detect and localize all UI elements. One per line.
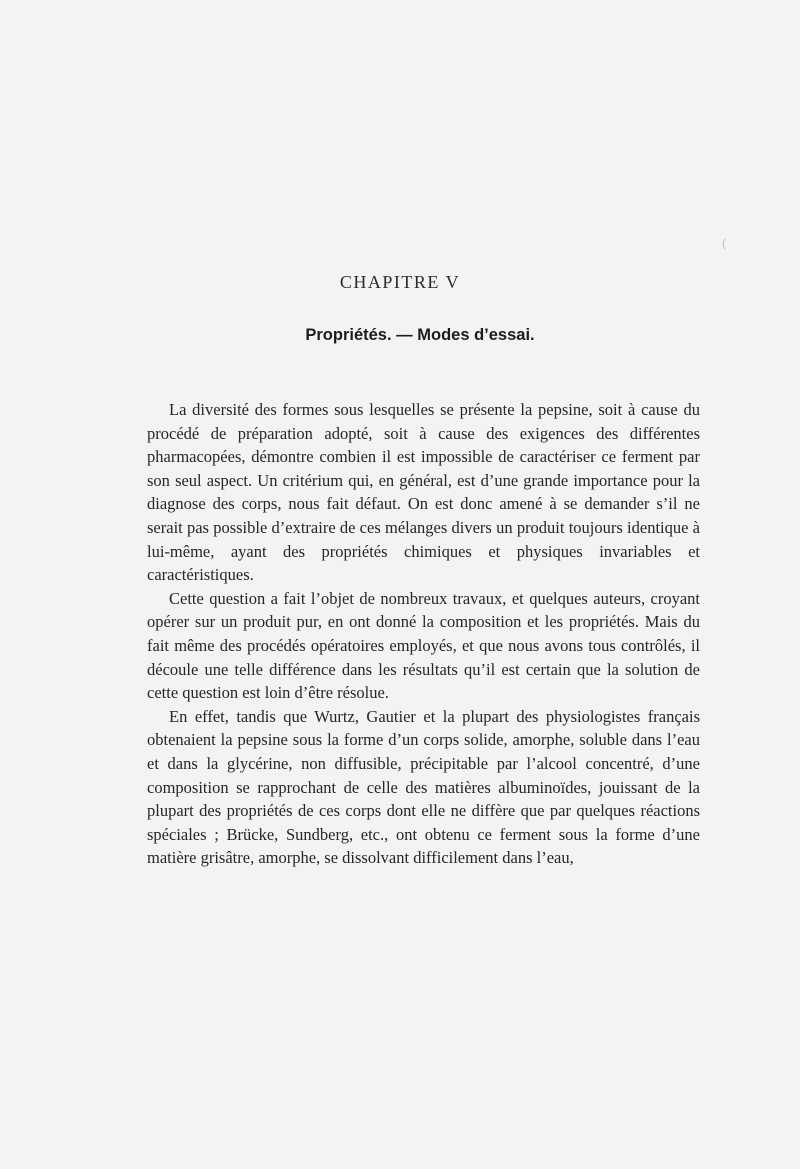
section-title: Propriétés. — Modes d’essai. bbox=[305, 326, 535, 344]
margin-mark: ( bbox=[722, 236, 726, 250]
paragraph: En effet, tandis que Wurtz, Gautier et la plupart des physiologistes français obtenaient la pepsine sous la forme d’un corps solide, amorphe, soluble dans l’eau et dans la glycérine, non diffusible, précipitable par l’alcool concentré, d’une composition se rapprochant de celle des matières albuminoïdes, jouissant de la plupart des propriétés de ces corps dont elle ne diffère que par quelques réactions spéciales ; Brücke, Sundberg, etc., ont obtenu ce ferment sous la forme d’une matière grisâtre, amorphe, se dissolvant difficilement dans l’eau, bbox=[147, 706, 700, 868]
paragraph: Cette question a fait l’objet de nombreux travaux, et quelques auteurs, croyant opérer sur un produit pur, en ont donné la composition et les propriétés. Mais du fait même des procédés opératoires employés, et que nous avons tous contrôlés, il découle une telle différence dans les résultats qu’il est certain que la solution de cette question est loin d’être résolue. bbox=[147, 588, 700, 703]
body-text bbox=[147, 398, 700, 870]
paragraph: La diversité des formes sous lesquelles se présente la pepsine, soit à cause du procédé de préparation adopté, soit à cause des exigences des différentes pharmacopées, démontre combien il est impossible de caractériser ce ferment par son seul aspect. Un critérium qui, en général, est d’une grande importance pour la diagnose des corps, nous fait défaut. On est donc amené à se demander s’il ne serait pas possible d’extraire de ces mélanges divers un produit toujours identique à lui-même, ayant des propriétés chimiques et physiques invariables et caractéristiques. bbox=[147, 400, 700, 585]
chapter-title: CHAPITRE V bbox=[339, 272, 461, 292]
